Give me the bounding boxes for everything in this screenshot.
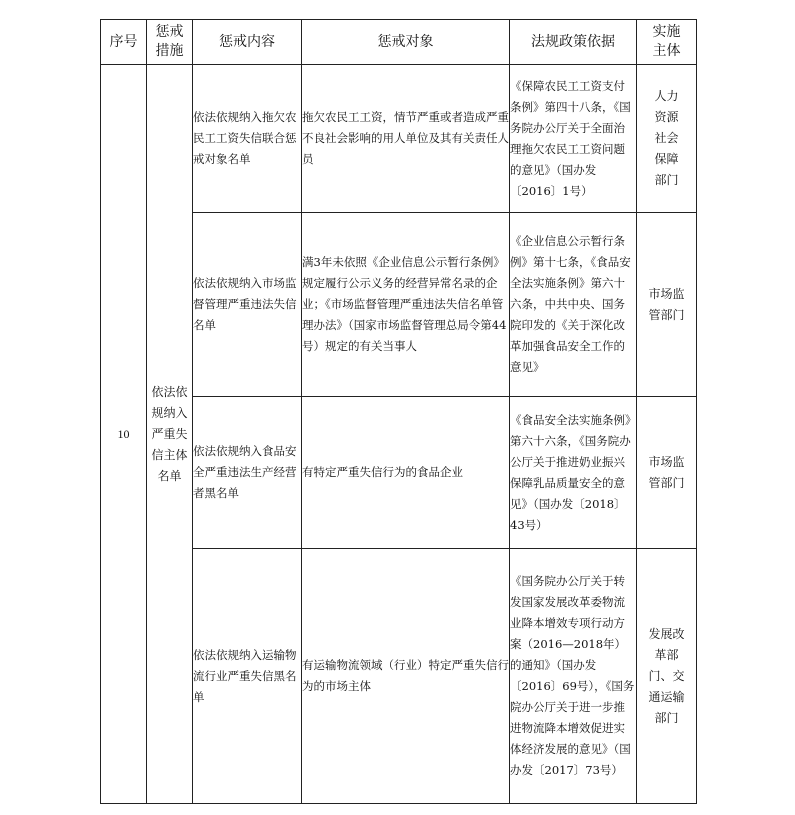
target-cell: 有运输物流领域（行业）特定严重失信行为的市场主体: [302, 549, 510, 804]
legal-basis-cell: 《保障农民工工资支付条例》第四十八条，《国务院办公厅关于全面治理拖欠农民工工资问题的意见》（国办发〔2016〕1号）: [510, 65, 637, 213]
legal-basis-cell: 《食品安全法实施条例》第六十六条，《国务院办公厅关于推进奶业振兴保障乳品质量安全的意见》（国办发〔2018〕43号）: [510, 397, 637, 549]
header-measure: 惩戒措施: [147, 20, 193, 65]
content-cell: 依法依规纳入食品安全严重违法生产经营者黑名单: [193, 397, 302, 549]
legal-basis-cell: 《企业信息公示暂行条例》第十七条，《食品安全法实施条例》第六十六条，中共中央、国务院印发的《关于深化改革加强食品安全工作的意见》: [510, 213, 637, 397]
header-target: 惩戒对象: [302, 20, 510, 65]
header-legal-basis: 法规政策依据: [510, 20, 637, 65]
target-cell: 满3年未依照《企业信息公示暂行条例》规定履行公示义务的经营异常名录的企业；《市场监督管理严重违法失信名单管理办法》（国家市场监督管理总局令第44号）规定的有关当事人: [302, 213, 510, 397]
serial-number-cell: 10: [101, 65, 147, 804]
header-implementing-agency: 实施主体: [637, 20, 697, 65]
header-serial-number: 序号: [101, 20, 147, 65]
measure-cell: 依法依规纳入严重失信主体名单: [147, 65, 193, 804]
agency-cell: 发展改革部门、交通运输部门: [637, 549, 697, 804]
agency-cell: 市场监管部门: [637, 397, 697, 549]
punishment-measures-table: [100, 19, 697, 804]
content-cell: 依法依规纳入市场监督管理严重违法失信名单: [193, 213, 302, 397]
target-cell: 有特定严重失信行为的食品企业: [302, 397, 510, 549]
legal-basis-cell: 《国务院办公厅关于转发国家发展改革委物流业降本增效专项行动方案（2016—2018年）的通知》（国办发〔2016〕69号），《国务院办公厅关于进一步推进物流降本增效促进实体经济发展的意见》（国办发〔2017〕73号）: [510, 549, 637, 804]
target-cell: 拖欠农民工工资，情节严重或者造成严重不良社会影响的用人单位及其有关责任人员: [302, 65, 510, 213]
header-content: 惩戒内容: [193, 20, 302, 65]
content-cell: 依法依规纳入运输物流行业严重失信黑名单: [193, 549, 302, 804]
table-row: [101, 65, 697, 213]
agency-cell: 人力资源社会保障部门: [637, 65, 697, 213]
table-header-row: [101, 20, 697, 65]
content-cell: 依法依规纳入拖欠农民工工资失信联合惩戒对象名单: [193, 65, 302, 213]
agency-cell: 市场监管部门: [637, 213, 697, 397]
